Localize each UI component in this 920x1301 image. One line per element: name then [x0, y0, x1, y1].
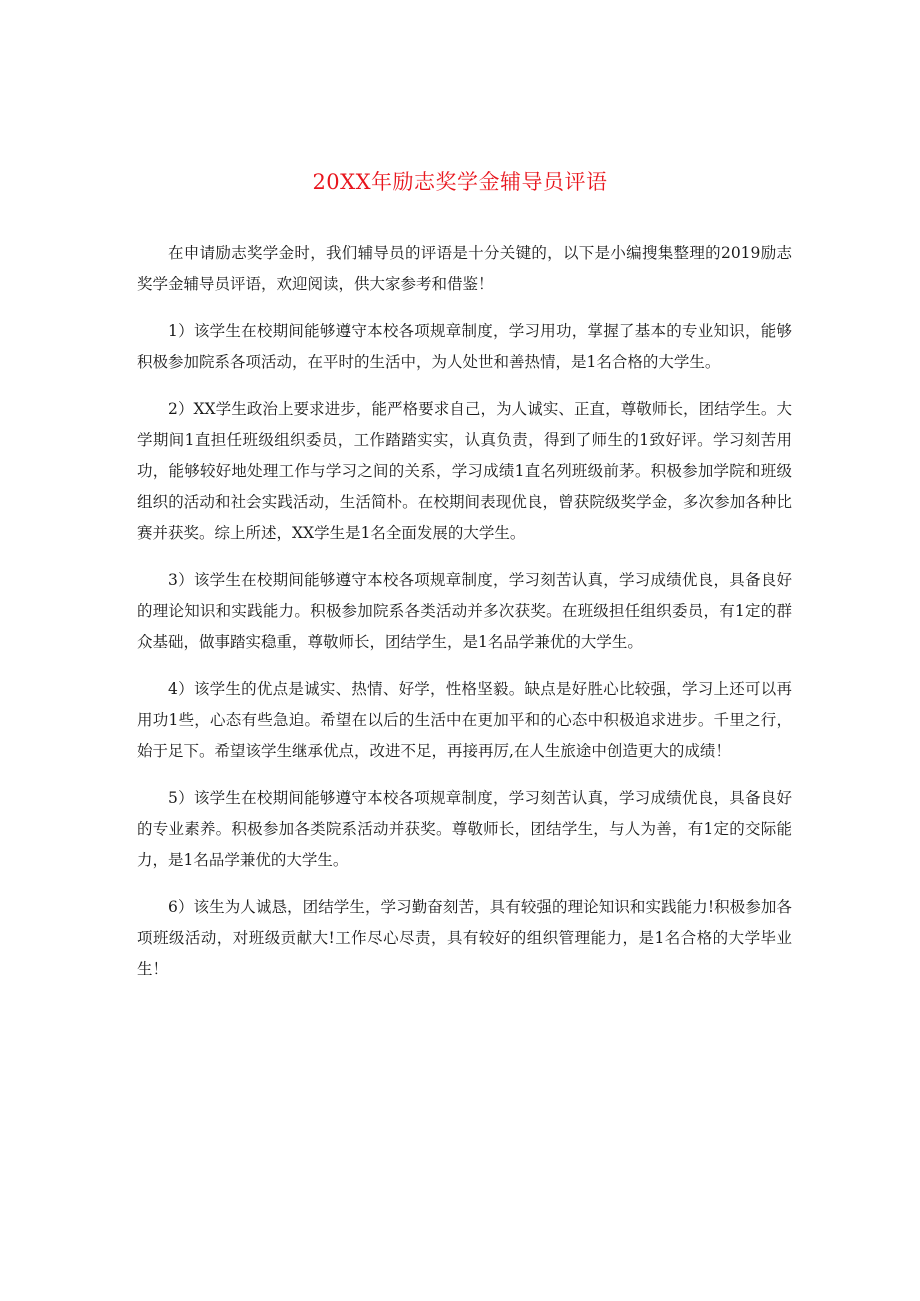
intro-paragraph: 在申请励志奖学金时，我们辅导员的评语是十分关键的，以下是小编搜集整理的2019励志奖学金辅导员评语，欢迎阅读，供大家参考和借鉴！ — [137, 244, 792, 293]
document-body — [137, 238, 792, 1001]
comment-paragraph-2: 2）XX学生政治上要求进步，能严格要求自己，为人诚实、正直，尊敬师长，团结学生。大学期间1直担任班级组织委员，工作踏踏实实，认真负责，得到了师生的1致好评。学习刻苦用功，能够较好地处理工作与学习之间的关系，学习成绩1直名列班级前茅。积极参加学院和班级组织的活动和社会实践活动，生活简朴。在校期间表现优良，曾获院级奖学金，多次参加各种比赛并获奖。综上所述，XX学生是1名全面发展的大学生。 — [137, 400, 792, 542]
comment-paragraph-1: 1）该学生在校期间能够遵守本校各项规章制度，学习用功，掌握了基本的专业知识，能够积极参加院系各项活动，在平时的生活中，为人处世和善热情，是1名合格的大学生。 — [137, 322, 792, 371]
comment-paragraph-4: 4）该学生的优点是诚实、热情、好学，性格坚毅。缺点是好胜心比较强，学习上还可以再用功1些，心态有些急迫。希望在以后的生活中在更加平和的心态中积极追求进步。千里之行，始于足下。希望该学生继承优点，改进不足，再接再厉,在人生旅途中创造更大的成绩！ — [137, 680, 792, 760]
document-title: 20XX年励志奖学金辅导员评语 — [312, 170, 608, 194]
comment-paragraph-5: 5）该学生在校期间能够遵守本校各项规章制度，学习刻苦认真，学习成绩优良，具备良好的专业素养。积极参加各类院系活动并获奖。尊敬师长，团结学生，与人为善，有1定的交际能力，是1名品学兼优的大学生。 — [137, 789, 792, 869]
comment-paragraph-3: 3）该学生在校期间能够遵守本校各项规章制度，学习刻苦认真，学习成绩优良，具备良好的理论知识和实践能力。积极参加院系各类活动并多次获奖。在班级担任组织委员，有1定的群众基础，做事踏实稳重，尊敬师长，团结学生，是1名品学兼优的大学生。 — [137, 571, 792, 651]
comment-paragraph-6: 6）该生为人诚恳，团结学生，学习勤奋刻苦，具有较强的理论知识和实践能力!积极参加各项班级活动，对班级贡献大!工作尽心尽责，具有较好的组织管理能力，是1名合格的大学毕业生！ — [137, 898, 792, 978]
